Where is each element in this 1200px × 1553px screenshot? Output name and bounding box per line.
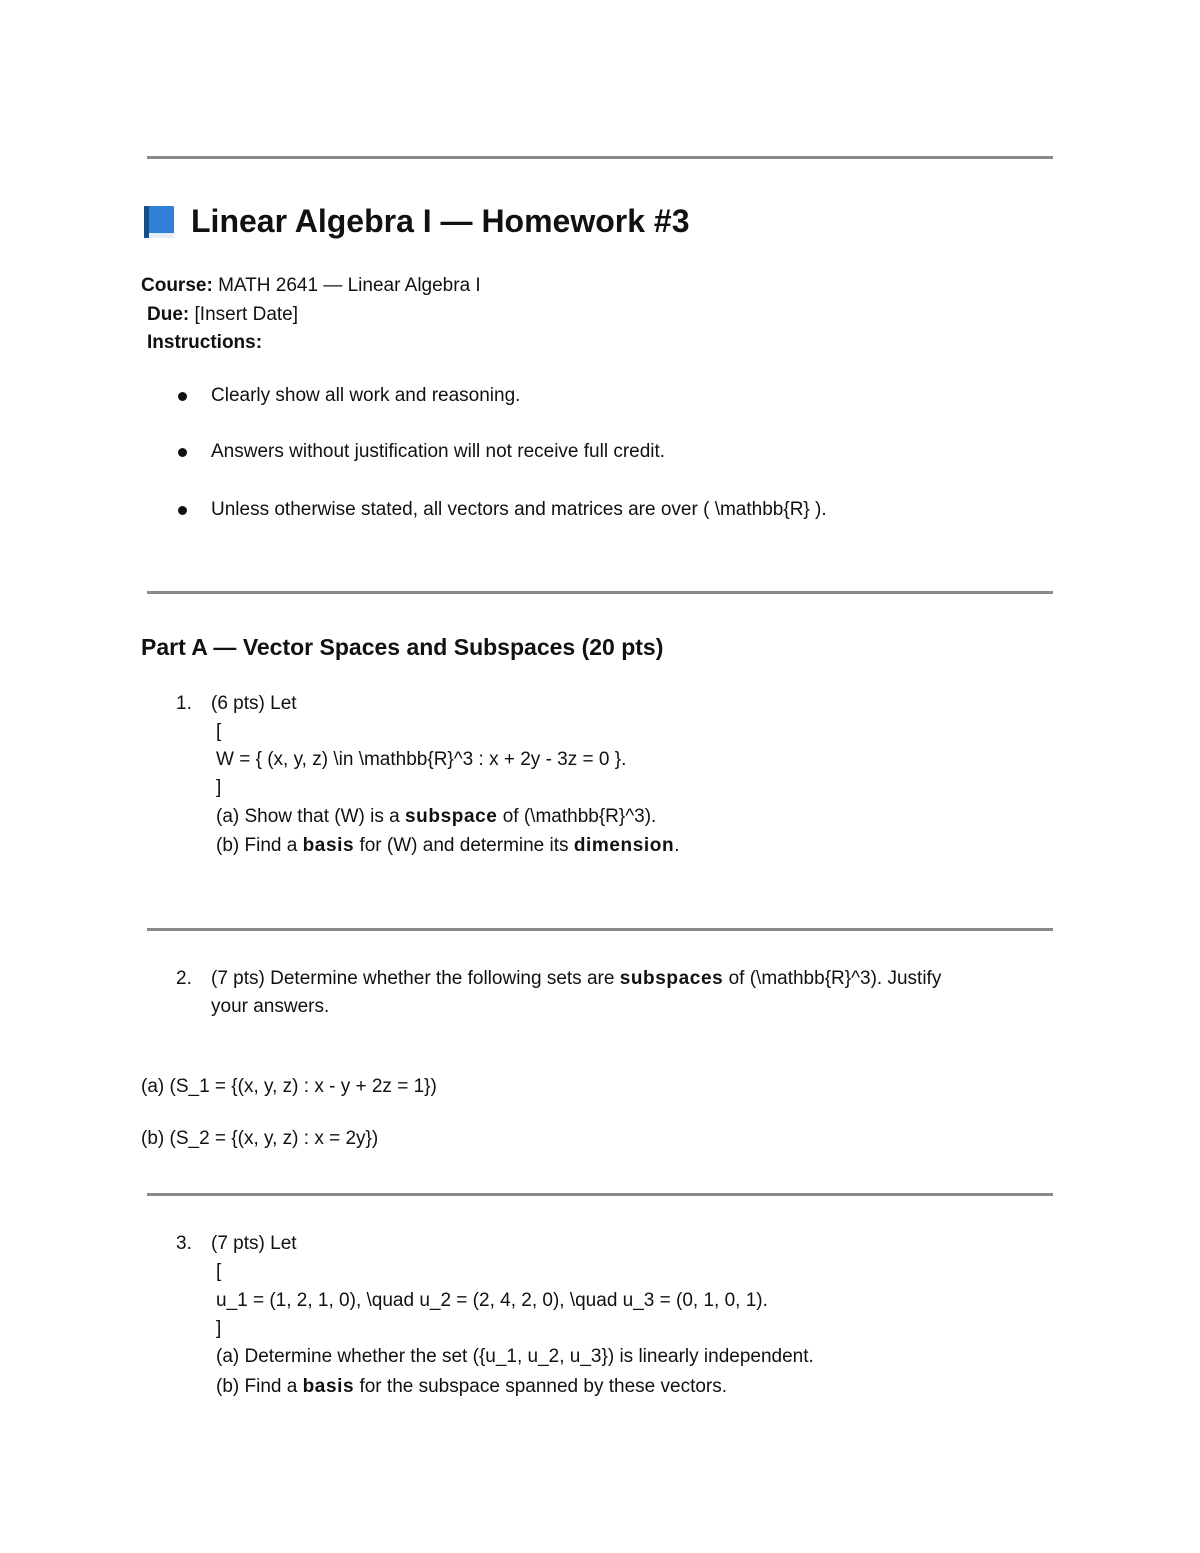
bullet-dot	[178, 506, 187, 515]
problem-2-number: 2.	[176, 968, 192, 989]
due-value: [Insert Date]	[194, 304, 299, 325]
problem-1-number: 1.	[176, 693, 192, 714]
problem-2-line-1	[211, 968, 941, 990]
problem-3-part-a: (a) Determine whether the set ({u_1, u_2, u_3}) is linearly independent.	[216, 1346, 814, 1367]
problem-2-part-a: (a) (S_1 = {(x, y, z) : x - y + 2z = 1})	[141, 1076, 437, 1097]
problem-1-part-b-bold1: basis	[302, 835, 355, 856]
problem-3-open-bracket: [	[216, 1261, 222, 1282]
problem-1-open-bracket: [	[216, 721, 222, 742]
title-text: Linear Algebra I — Homework #3	[191, 203, 690, 239]
problem-1-part-a-post: of (\mathbb{R}^3).	[497, 806, 657, 827]
problem-3-part-b	[216, 1376, 727, 1398]
problem-1-part-a	[216, 806, 656, 828]
problem-2-line-1-pre: (7 pts) Determine whether the following sets are	[211, 968, 620, 989]
problem-3-part-b-pre: (b) Find a	[216, 1376, 303, 1397]
course-value: MATH 2641 — Linear Algebra I	[218, 275, 481, 296]
divider-top	[147, 156, 1053, 159]
due-line	[147, 304, 298, 326]
instruction-item-2: Answers without justification will not receive full credit.	[211, 441, 666, 462]
bullet-dot	[178, 448, 187, 457]
instruction-item-3: Unless otherwise stated, all vectors and matrices are over ( \mathbb{R} ).	[211, 499, 827, 520]
problem-1-equation: W = { (x, y, z) \in \mathbb{R}^3 : x + 2y - 3z = 0 }.	[216, 749, 627, 770]
problem-2-line-1-bold: subspaces	[619, 968, 724, 989]
problem-3-intro: (7 pts) Let	[211, 1233, 297, 1254]
problem-3-part-b-post: for the subspace spanned by these vectors.	[354, 1376, 728, 1397]
problem-3-equation: u_1 = (1, 2, 1, 0), \quad u_2 = (2, 4, 2, 0), \quad u_3 = (0, 1, 0, 1).	[216, 1290, 768, 1311]
course-label: Course:	[141, 275, 213, 296]
instruction-item-1: Clearly show all work and reasoning.	[211, 385, 521, 406]
problem-1-part-b-bold2: dimension	[573, 835, 675, 856]
problem-2-line-2: your answers.	[211, 996, 330, 1017]
problem-2-line-1-post: of (\mathbb{R}^3). Justify	[723, 968, 942, 989]
problem-1-part-a-pre: (a) Show that (W) is a	[216, 806, 405, 827]
instructions-label	[147, 332, 262, 354]
problem-1-part-b	[216, 835, 680, 857]
problem-1-intro: (6 pts) Let	[211, 693, 297, 714]
bullet-dot	[178, 392, 187, 401]
problem-1-close-bracket: ]	[216, 777, 222, 798]
divider-after-problem-2	[147, 1193, 1053, 1196]
part-a-heading: Part A — Vector Spaces and Subspaces (20 pts)	[141, 634, 664, 660]
blue-book-icon	[143, 205, 175, 239]
problem-1-part-a-bold: subspace	[405, 806, 498, 827]
course-line	[141, 275, 481, 297]
page-title	[143, 203, 690, 240]
problem-1-part-b-mid: for (W) and determine its	[354, 835, 574, 856]
divider-after-problem-1	[147, 928, 1053, 931]
instructions-label-text: Instructions:	[147, 332, 263, 353]
problem-2-part-b: (b) (S_2 = {(x, y, z) : x = 2y})	[141, 1128, 379, 1149]
problem-3-close-bracket: ]	[216, 1318, 222, 1339]
divider-before-part-a	[147, 591, 1053, 594]
problem-3-number: 3.	[176, 1233, 192, 1254]
problem-3-part-b-bold: basis	[302, 1376, 355, 1397]
due-label: Due:	[147, 304, 190, 325]
problem-1-part-b-post: .	[674, 835, 680, 856]
problem-1-part-b-pre: (b) Find a	[216, 835, 303, 856]
